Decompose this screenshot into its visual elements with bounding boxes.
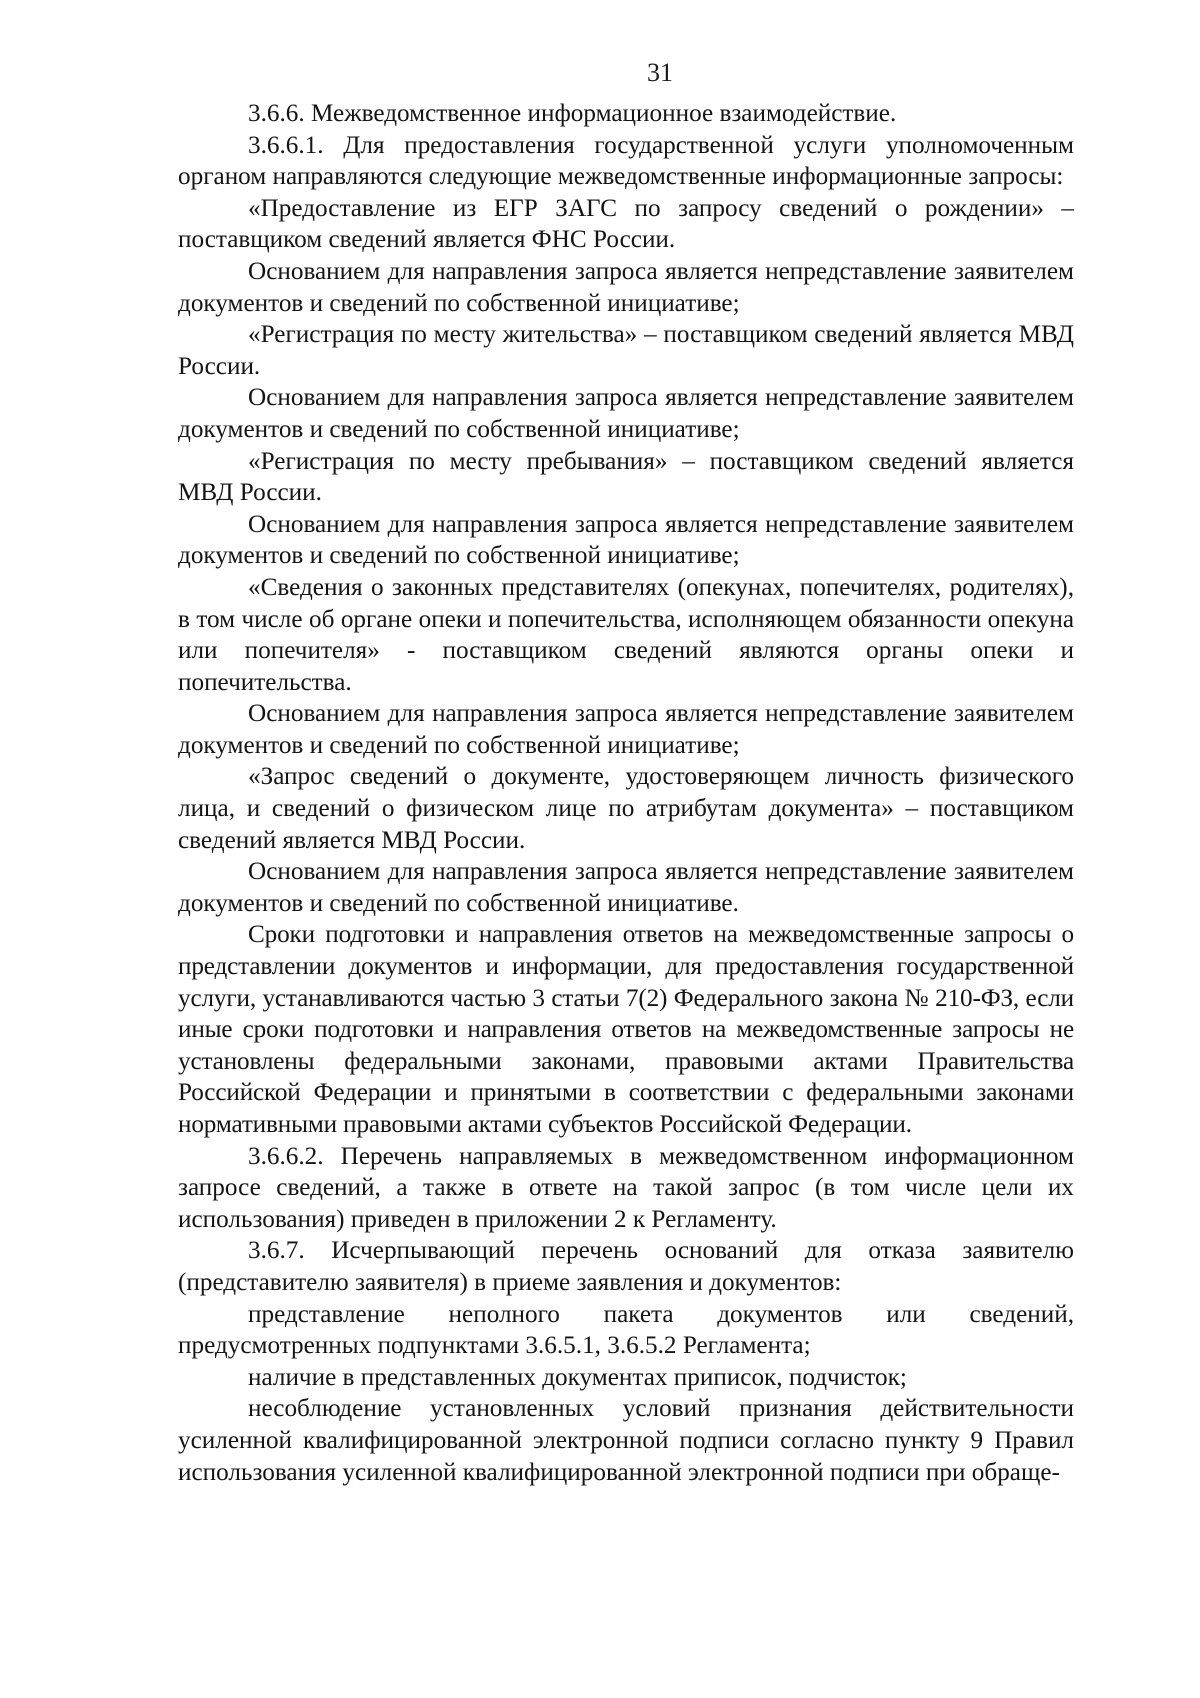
page-number: 31 bbox=[647, 58, 673, 87]
paragraph-incomplete-package: представление неполного пакета документов или сведений, предусмотренных подпунктами 3.6.5.1, 3.6.5.2 Регламента; bbox=[178, 1300, 1074, 1360]
paragraph-identity-document-request: «Запрос сведений о документе, удостоверяющем личность физического лица, и сведений о физическом лице по атрибутам документа» – поставщиком сведений является МВД России. bbox=[178, 763, 1074, 854]
paragraph-basis-5: Основанием для направления запроса является непредставление заявителем документов и сведений по собственной инициативе. bbox=[178, 858, 1074, 917]
paragraph-basis-1: Основанием для направления запроса является непредставление заявителем документов и сведений по собственной инициативе; bbox=[178, 257, 1074, 317]
paragraph-response-deadlines: Сроки подготовки и направления ответов на межведомственные запросы о представлении документов и информации, для предоставления государственной услуги, устанавливаются частью 3 статьи 7(2) Федерального закона № 210-ФЗ, если иные сроки подготовки и направления ответов на межведомственные запросы не установлены федеральными законами, правовыми актами Правительства Российской Федерации и принятыми в соответствии с федеральными законами нормативными правовыми актами субъектов Российской Федерации. bbox=[178, 921, 1074, 1138]
paragraph-basis-3: Основанием для направления запроса является непредставление заявителем документов и сведений по собственной инициативе; bbox=[178, 510, 1074, 570]
document-body bbox=[178, 98, 1074, 1488]
paragraph-3-6-6-1: 3.6.6.1. Для предоставления государственной услуги уполномоченным органом направляются следующие межведомственные информационные запросы: bbox=[178, 131, 1074, 191]
paragraph-residence-registration: «Регистрация по месту жительства» – поставщиком сведений является МВД России. bbox=[178, 321, 1074, 380]
paragraph-3-6-6-heading: 3.6.6. Межведомственное информационное взаимодействие. bbox=[248, 100, 897, 127]
paragraph-basis-2: Основанием для направления запроса является непредставление заявителем документов и сведений по собственной инициативе; bbox=[178, 384, 1074, 443]
paragraph-basis-4: Основанием для направления запроса является непредставление заявителем документов и сведений по собственной инициативе; bbox=[178, 700, 1074, 759]
paragraph-3-6-7: 3.6.7. Исчерпывающий перечень оснований для отказа заявителю (представителю заявителя) в приеме заявления и документов: bbox=[178, 1237, 1074, 1296]
paragraph-legal-representatives: «Сведения о законных представителях (опекунах, попечителях, родителях), в том числе об органе опеки и попечительства, исполняющем обязанности опекуна или попечителя» - поставщиком сведений являются органы опеки и попечительства. bbox=[178, 573, 1074, 696]
paragraph-3-6-6-2: 3.6.6.2. Перечень направляемых в межведомственном информационном запросе сведений, а также в ответе на такой запрос (в том числе цели их использования) приведен в приложении 2 к Регламенту. bbox=[178, 1142, 1074, 1233]
paragraph-egr-zags-request: «Предоставление из ЕГР ЗАГС по запросу сведений о рождении» – поставщиком сведений является ФНС России. bbox=[178, 194, 1074, 254]
paragraph-stay-registration: «Регистрация по месту пребывания» – поставщиком сведений является МВД России. bbox=[178, 447, 1074, 507]
paragraph-signature-conditions: несоблюдение установленных условий признания действительности усиленной квалифицированной электронной подписи согласно пункту 9 Правил использования усиленной квалифицированной электронной подписи при обраще- bbox=[178, 1395, 1074, 1486]
paragraph-corrections: наличие в представленных документах приписок, подчисток; bbox=[248, 1363, 907, 1391]
